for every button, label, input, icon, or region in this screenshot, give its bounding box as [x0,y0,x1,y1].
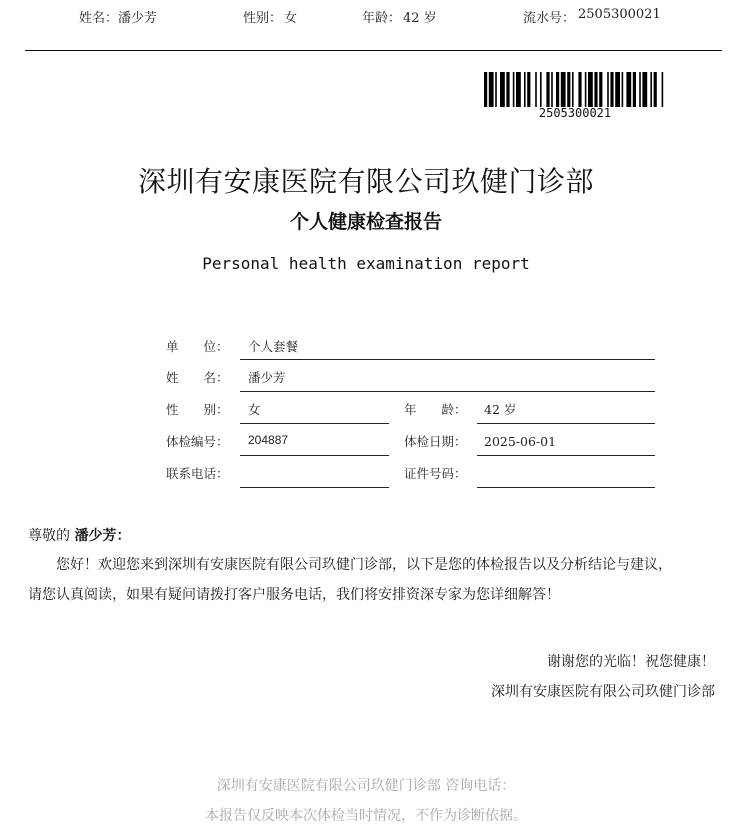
letter-line-2: 请您认真阅读，如果有疑问请拨打客户服务电话，我们将安排资深专家为您详细解答！ [28,587,560,603]
exam-no-value: 204887 [248,433,289,447]
barcode-bar [639,72,641,107]
signature-line: 深圳有安康医院有限公司玖健门诊部 [491,684,715,700]
age-label: 年 龄： [404,402,467,417]
barcode-bar [622,72,624,107]
barcode-bar [585,72,587,107]
barcode-bar [626,72,631,107]
barcode-bar [513,72,515,107]
name-label: 姓 名： [166,370,229,385]
footer-contact: 深圳有安康医院有限公司玖健门诊部 咨询电话： [216,778,516,794]
barcode-bar [516,72,521,107]
header-serial-label: 流水号： [523,11,576,26]
thanks-line: 谢谢您的光临！祝您健康！ [547,654,715,670]
barcode-bar [610,72,613,107]
unit-label: 单 位： [166,339,229,354]
barcode-bar [489,72,494,107]
barcode-bar [500,72,505,107]
age-value: 42 岁 [484,402,517,417]
barcode-bar [642,72,647,107]
greeting [28,525,130,545]
exam-date-label: 体检日期： [404,434,467,449]
id-underline [477,487,655,488]
header-gender-value: 女 [284,11,298,26]
name-value: 潘少芳 [248,370,286,385]
barcode-bar [546,72,549,107]
exam-no-label: 体检编号： [166,434,229,449]
barcode-bar [506,72,509,107]
barcode-bar [578,72,581,107]
id-label: 证件号码： [404,466,467,481]
barcode-number: 2505300021 [538,106,612,120]
unit-underline [240,359,655,360]
header-name-label: 姓名： [79,11,119,26]
header-age-value: 42 岁 [403,11,437,26]
barcode-bar [495,72,497,107]
barcode-bar [540,72,542,107]
barcode-bar [484,72,487,107]
greeting-name: 潘少芳： [74,528,131,544]
gender-value: 女 [248,402,261,417]
greeting-prefix: 尊敬的 [28,528,70,544]
barcode-bar [535,72,537,107]
header-divider [25,50,722,51]
barcode-bar [654,72,657,107]
report-title-en: Personal health examination report [202,254,530,273]
barcode-bar [556,72,559,107]
footer-disclaimer: 本报告仅反映本次体检当时情况，不作为诊断依据。 [205,808,527,824]
header-name-value: 潘少芳 [118,11,158,26]
barcode-bar [662,72,664,107]
report-title-cn: 个人健康检查报告 [289,211,442,233]
barcode [484,72,666,107]
exam-no-underline [240,455,389,456]
phone-underline [240,487,389,488]
header-age-label: 年龄： [362,11,402,26]
barcode-bar [599,72,602,107]
name-underline [240,391,655,392]
letter-line-1: 您好！欢迎您来到深圳有安康医院有限公司玖健门诊部，以下是您的体检报告以及分析结论与建议， [56,557,672,573]
phone-label: 联系电话： [166,466,229,481]
organization-title: 深圳有安康医院有限公司玖健门诊部 [137,165,594,198]
barcode-bar [527,72,530,107]
header-serial-value: 2505300021 [578,7,661,22]
exam-date-underline [477,455,655,456]
barcode-bar [607,72,609,107]
barcode-bar [524,72,526,107]
age-underline [477,423,655,424]
header-gender-label: 性别： [243,11,283,26]
barcode-bar [572,72,574,107]
barcode-bar [594,72,597,107]
barcode-bar [650,72,652,107]
gender-label: 性 别： [166,402,229,417]
barcode-bar [561,72,566,107]
unit-value: 个人套餐 [248,339,299,354]
barcode-bar [551,72,553,107]
exam-date-value: 2025-06-01 [484,434,557,449]
barcode-bar [615,72,620,107]
barcode-bar [567,72,570,107]
barcode-bar [633,72,636,107]
barcode-bar [588,72,593,107]
gender-underline [240,423,389,424]
